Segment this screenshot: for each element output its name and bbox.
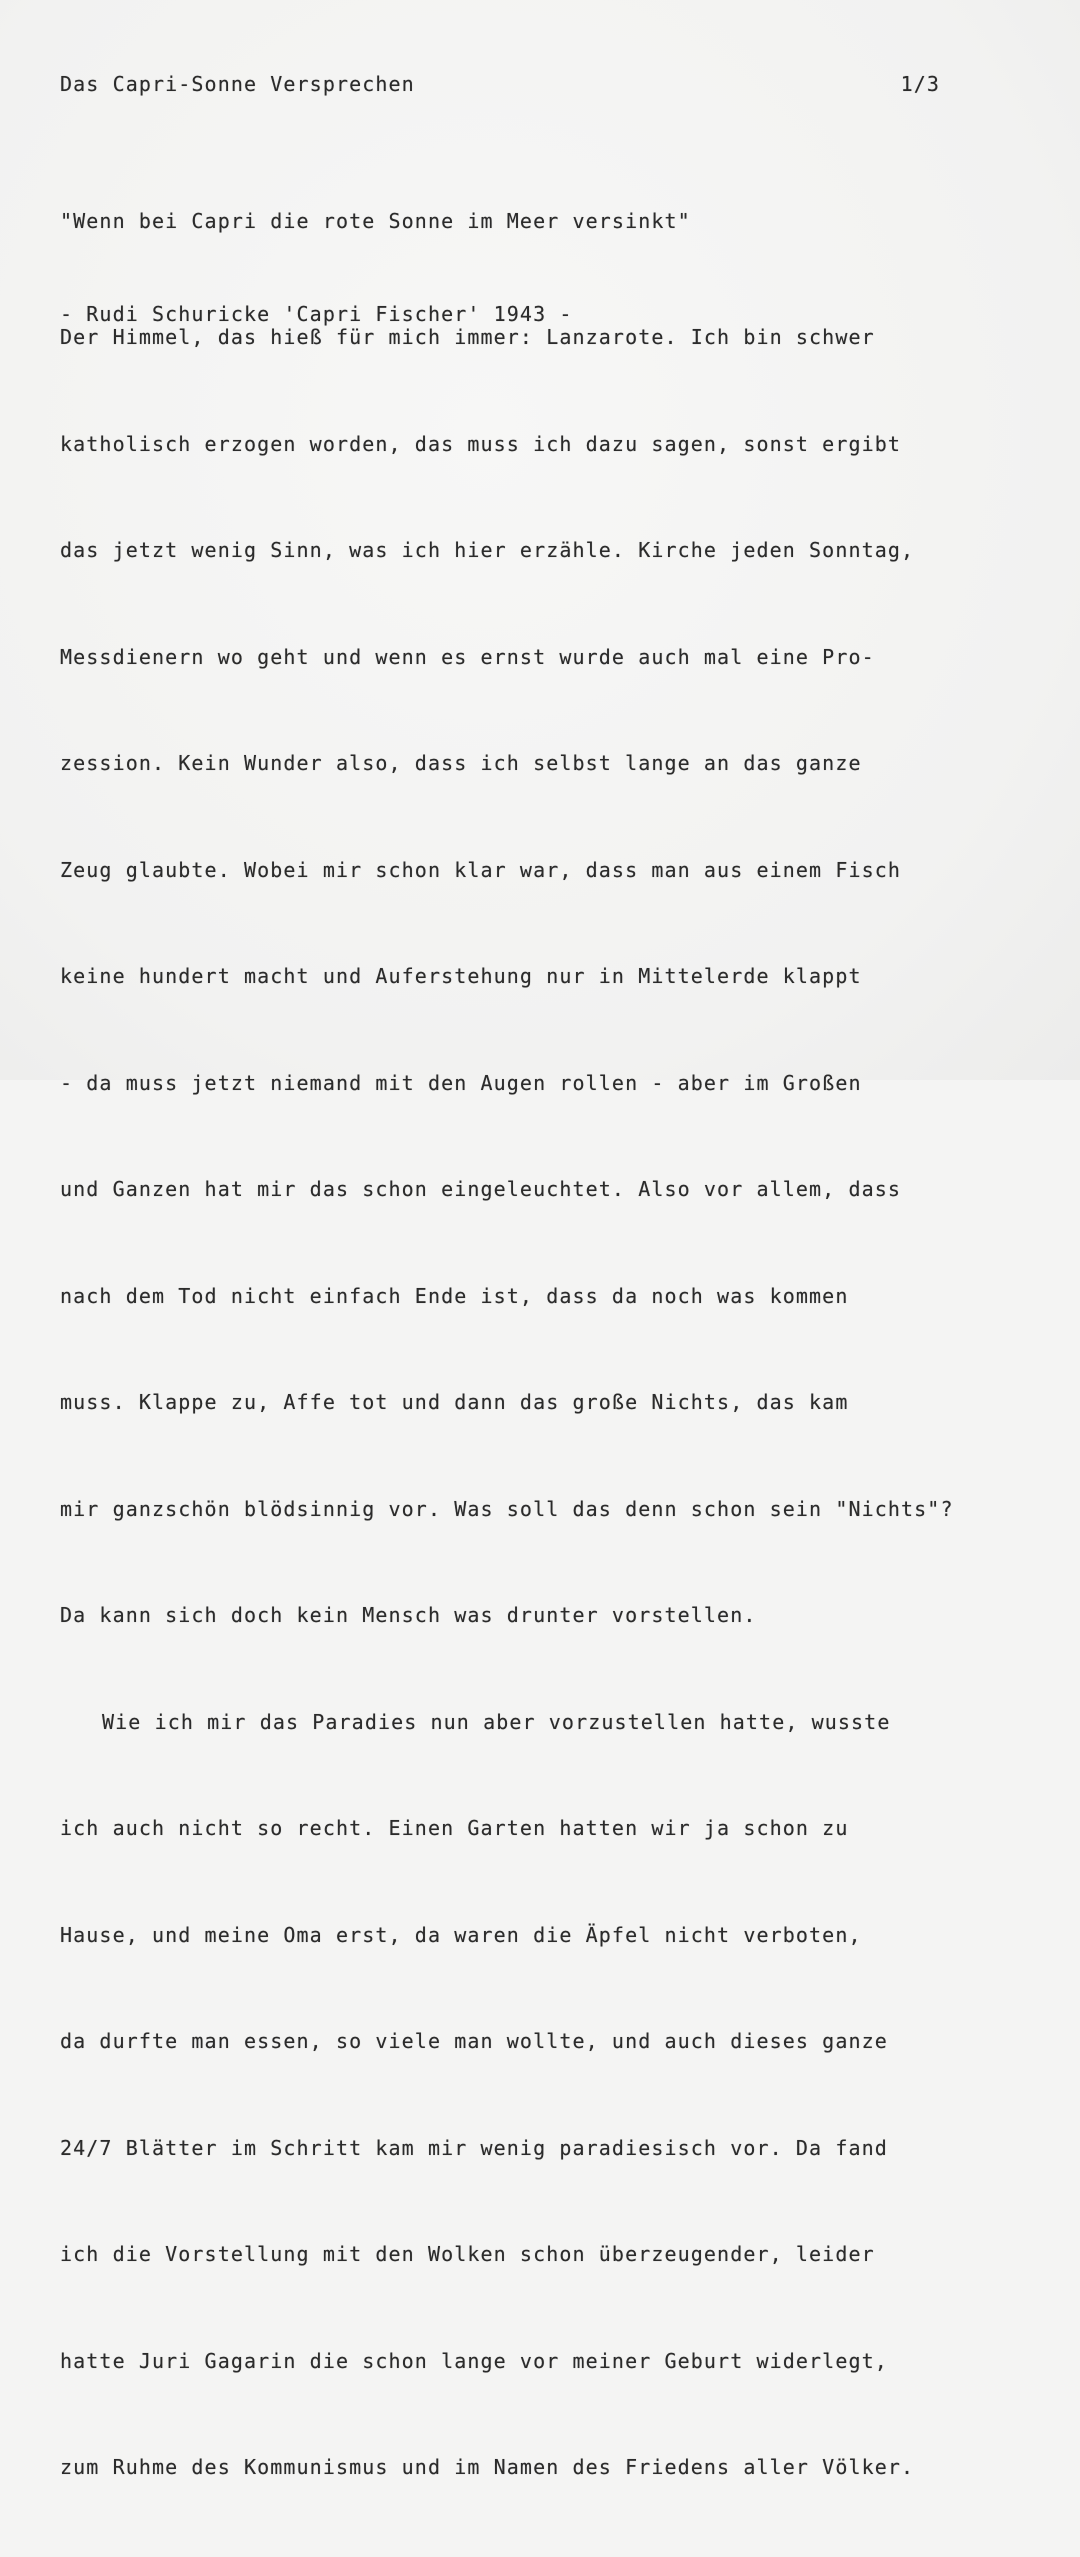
body-line-paragraph-start: Wie ich mir das Paradies nun aber vorzustellen hatte, wusste xyxy=(102,1709,891,1734)
body-line: katholisch erzogen worden, das muss ich dazu sagen, sonst ergibt xyxy=(60,431,902,456)
body-line: Da kann sich doch kein Mensch was drunter vorstellen. xyxy=(60,1603,757,1627)
body-line: Hause, und meine Oma erst, da waren die Äpfel nicht verboten, xyxy=(60,1922,862,1947)
body-line: ich die Vorstellung mit den Wolken schon überzeugender, leider xyxy=(60,2242,875,2266)
body-line: Der Himmel, das hieß für mich immer: Lanzarote. Ich bin schwer xyxy=(60,325,875,349)
body-line: 24/7 Blätter im Schritt kam mir wenig paradiesisch vor. Da fand xyxy=(60,2135,888,2160)
document-title: Das Capri-Sonne Versprechen xyxy=(60,72,415,96)
body-line: Messdienern wo geht und wenn es ernst wurde auch mal eine Pro- xyxy=(60,644,875,669)
body-line: zum Ruhme des Kommunismus und im Namen des Friedens aller Völker. xyxy=(60,2455,915,2479)
epigraph-attribution: - Rudi Schuricke 'Capri Fischer' 1943 - xyxy=(60,302,573,326)
body-line: Zeug glaubte. Wobei mir schon klar war, dass man aus einem Fisch xyxy=(60,857,902,882)
body-line: mir ganzschön blödsinnig vor. Was soll das denn schon sein "Nichts"? xyxy=(60,1496,954,1521)
body-line: zession. Kein Wunder also, dass ich selbst lange an das ganze xyxy=(60,751,862,775)
body-line: - da muss jetzt niemand mit den Augen rollen - aber im Großen xyxy=(60,1070,862,1095)
epigraph-quote: "Wenn bei Capri die rote Sonne im Meer versinkt" xyxy=(60,209,691,233)
body-line: ich auch nicht so recht. Einen Garten hatten wir ja schon zu xyxy=(60,1816,849,1840)
body-line: das jetzt wenig Sinn, was ich hier erzähle. Kirche jeden Sonntag, xyxy=(60,538,915,562)
body-line: hatte Juri Gagarin die schon lange vor meiner Geburt widerlegt, xyxy=(60,2348,888,2373)
body-line: da durfte man essen, so viele man wollte, und auch dieses ganze xyxy=(60,2029,888,2053)
body-line: keine hundert macht und Auferstehung nur in Mittelerde klappt xyxy=(60,964,862,988)
body-line: nach dem Tod nicht einfach Ende ist, dass da noch was kommen xyxy=(60,1283,849,1308)
body-line: muss. Klappe zu, Affe tot und dann das große Nichts, das kam xyxy=(60,1390,849,1414)
body-line: und Ganzen hat mir das schon eingeleuchtet. Also vor allem, dass xyxy=(60,1177,902,1201)
page-number: 1/3 xyxy=(900,72,940,96)
body-text xyxy=(60,249,954,2557)
